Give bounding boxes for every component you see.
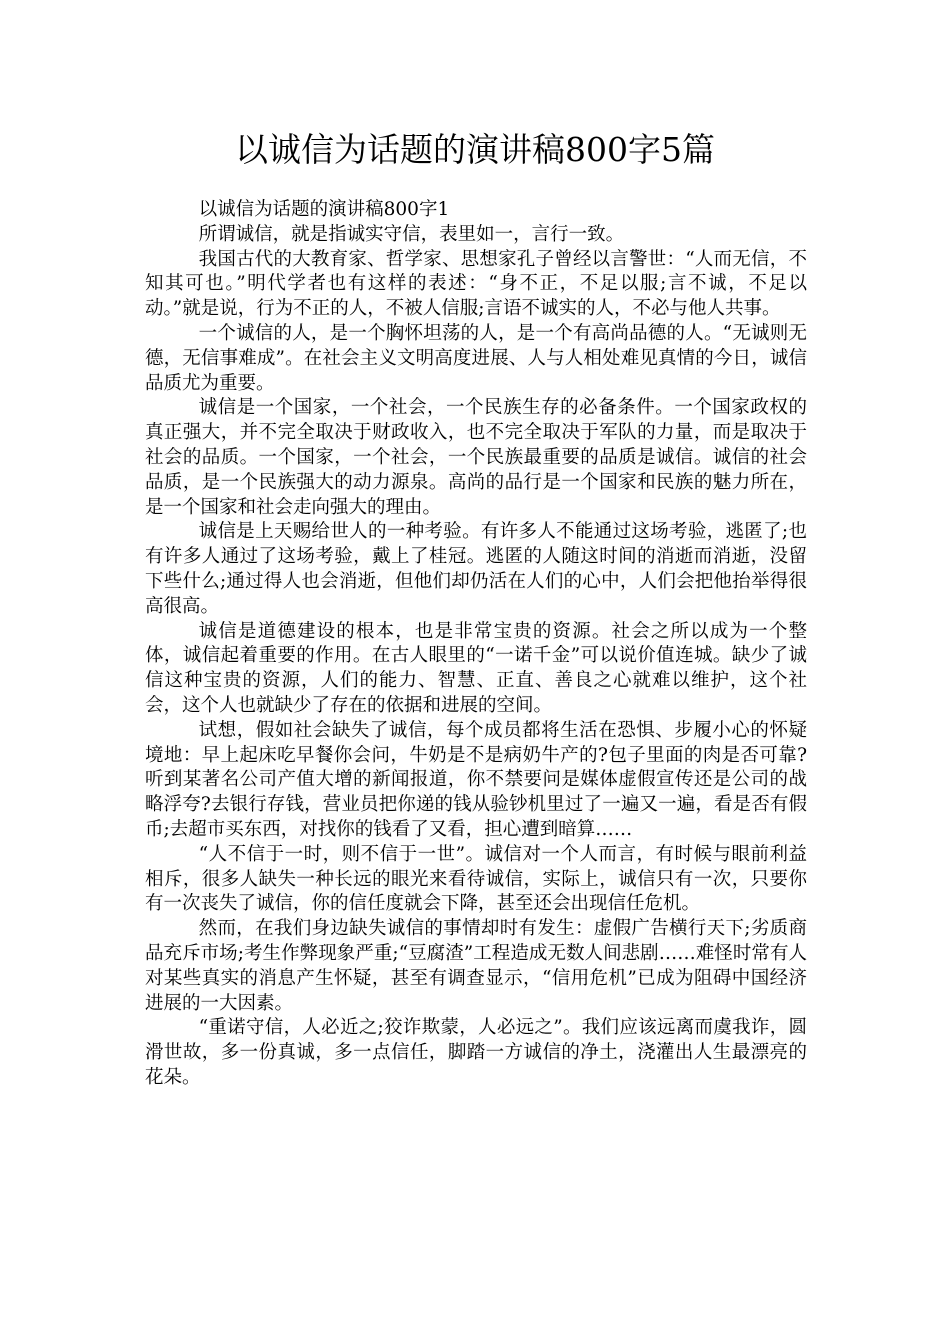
body-paragraph: 诚信是道德建设的根本，也是非常宝贵的资源。社会之所以成为一个整体，诚信起着重要的作用。在古人眼里的“一诺千金”可以说价值连城。缺少了诚信这种宝贵的资源，人们的能力、智慧、正直、善良之心就难以维护，这个社会，这个人也就缺少了存在的依据和进展的空间。 [145, 620, 807, 716]
body-paragraph: 我国古代的大教育家、哲学家、思想家孔子曾经以言警世：“人而无信，不知其可也。”明代学者也有这样的表述：“身不正，不足以服;言不诚，不足以动。”就是说，行为不正的人，不被人信服;言语不诚实的人，不必与他人共事。 [145, 248, 807, 320]
body-paragraph: 诚信是一个国家，一个社会，一个民族生存的必备条件。一个国家政权的真正强大，并不完全取决于财政收入，也不完全取决于军队的力量，而是取决于社会的品质。一个国家，一个社会，一个民族最重要的品质是诚信。诚信的社会品质，是一个民族强大的动力源泉。高尚的品行是一个国家和民族的魅力所在，是一个国家和社会走向强大的理由。 [145, 397, 807, 518]
subheading-paragraph: 以诚信为话题的演讲稿800字1 [198, 199, 450, 220]
document-title: 以诚信为话题的演讲稿800字5篇 [235, 130, 715, 169]
body-paragraph: 诚信是上天赐给世人的一种考验。有许多人不能通过这场考验，逃匿了;也有许多人通过了这场考验，戴上了桂冠。逃匿的人随这时间的消逝而消逝，没留下些什么;通过得人也会消逝，但他们却仍活在人们的心中，人们会把他抬举得很高很高。 [145, 521, 807, 617]
body-paragraph: 一个诚信的人，是一个胸怀坦荡的人，是一个有高尚品德的人。“无诚则无德，无信事难成”。在社会主义文明高度进展、人与人相处难见真情的今日，诚信品质尤为重要。 [145, 322, 807, 394]
document-body [145, 198, 807, 1091]
body-paragraph: “重诺守信，人必近之;狡诈欺蒙，人必远之”。我们应该远离而虞我诈，圆滑世故，多一份真诚，多一点信任，脚踏一方诚信的净土，浇灌出人生最漂亮的花朵。 [145, 1017, 807, 1088]
body-paragraph: 所谓诚信，就是指诚实守信，表里如一，言行一致。 [198, 223, 625, 245]
body-paragraph: 然而，在我们身边缺失诚信的事情却时有发生：虚假广告横行天下;劣质商品充斥市场;考生作弊现象严重;“豆腐渣”工程造成无数人间悲剧……难怪时常有人对某些真实的消息产生怀疑，甚至有调查显示，“信用危机”已成为阻碍中国经济进展的一大因素。 [145, 918, 807, 1014]
body-paragraph: “人不信于一时，则不信于一世”。诚信对一个人而言，有时候与眼前利益相斥，很多人缺失一种长远的眼光来看待诚信，实际上，诚信只有一次，只要你有一次丧失了诚信，你的信任度就会下降，甚至还会出现信任危机。 [145, 843, 807, 915]
body-paragraph: 试想，假如社会缺失了诚信，每个成员都将生活在恐惧、步履小心的怀疑境地：早上起床吃早餐你会问，牛奶是不是病奶牛产的?包子里面的肉是否可靠?听到某著名公司产值大增的新闻报道，你不禁要问是媒体虚假宣传还是公司的战略浮夸?去银行存钱，营业员把你递的钱从验钞机里过了一遍又一遍，看是否有假币;去超市买东西，对找你的钱看了又看，担心遭到暗算…… [145, 719, 807, 840]
